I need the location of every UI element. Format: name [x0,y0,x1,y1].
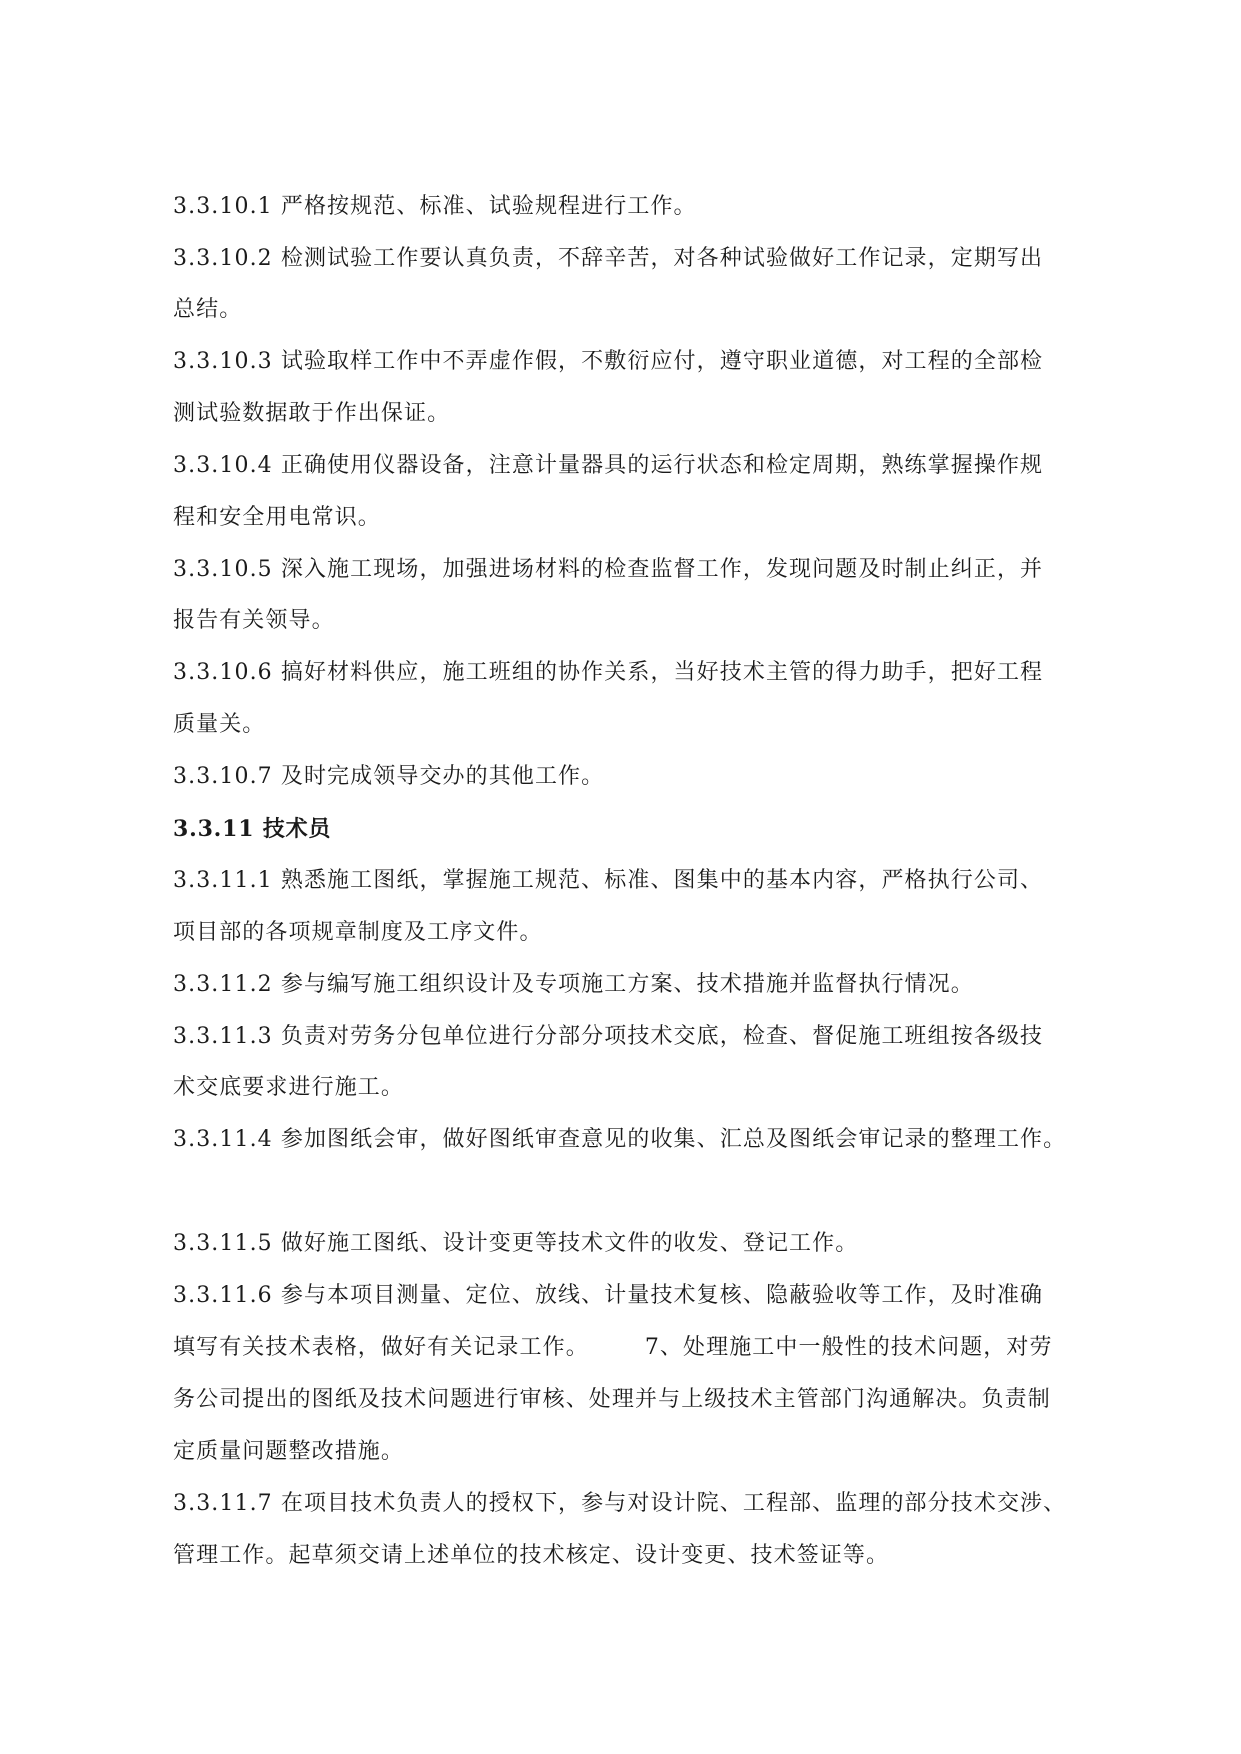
item-3-3-11-2: 3.3.11.2 参与编写施工组织设计及专项施工方案、技术措施并监督执行情况。 [173,972,974,997]
item-7-continued: 务公司提出的图纸及技术问题进行审核、处理并与上级技术主管部门沟通解决。负责制 [173,1387,1051,1412]
item-3-3-11-6-text: 填写有关技术表格，做好有关记录工作。 [173,1335,589,1360]
item-3-3-11-7: 3.3.11.7 在项目技术负责人的授权下，参与对设计院、工程部、监理的部分技术交涉、 [173,1491,1067,1516]
item-3-3-10-2-continued: 总结。 [173,297,243,322]
item-3-3-11-1-continued: 项目部的各项规章制度及工序文件。 [173,920,543,945]
item-3-3-11-5: 3.3.11.5 做好施工图纸、设计变更等技术文件的收发、登记工作。 [173,1231,859,1256]
item-3-3-10-3: 3.3.10.3 试验取样工作中不弄虚作假，不敷衍应付，遵守职业道德，对工程的全部检 [173,349,1044,374]
item-3-3-11-7-continued: 管理工作。起草须交请上述单位的技术核定、设计变更、技术签证等。 [173,1543,890,1568]
item-3-3-10-5: 3.3.10.5 深入施工现场，加强进场材料的检查监督工作，发现问题及时制止纠正，并 [173,557,1044,582]
item-3-3-10-4: 3.3.10.4 正确使用仪器设备，注意计量器具的运行状态和检定周期，熟练掌握操作规 [173,453,1044,478]
item-3-3-10-3-continued: 测试验数据敢于作出保证。 [173,401,451,426]
item-3-3-10-4-continued: 程和安全用电常识。 [173,505,381,530]
item-3-3-11-6-continued [173,1333,1053,1363]
item-3-3-10-1: 3.3.10.1 严格按规范、标准、试验规程进行工作。 [173,194,697,219]
item-3-3-10-6-continued: 质量关。 [173,712,266,737]
item-7-continued-2: 定质量问题整改措施。 [173,1439,405,1464]
item-7-text: 7、处理施工中一般性的技术问题，对劳 [644,1335,1053,1360]
item-3-3-10-5-continued: 报告有关领导。 [173,608,335,633]
item-3-3-11-3: 3.3.11.3 负责对劳务分包单位进行分部分项技术交底，检查、督促施工班组按各级技 [173,1024,1044,1049]
item-3-3-11-6: 3.3.11.6 参与本项目测量、定位、放线、计量技术复核、隐蔽验收等工作，及时准确 [173,1283,1044,1308]
item-3-3-10-7: 3.3.10.7 及时完成领导交办的其他工作。 [173,764,605,789]
section-heading-3-3-11: 3.3.11 技术员 [173,816,332,842]
item-3-3-11-4: 3.3.11.4 参加图纸会审，做好图纸审查意见的收集、汇总及图纸会审记录的整理工作。 [173,1127,1067,1152]
item-3-3-11-3-continued: 术交底要求进行施工。 [173,1075,405,1100]
item-3-3-11-1: 3.3.11.1 熟悉施工图纸，掌握施工规范、标准、图集中的基本内容，严格执行公司、 [173,868,1044,893]
item-3-3-10-2: 3.3.10.2 检测试验工作要认真负责，不辞辛苦，对各种试验做好工作记录，定期写出 [173,246,1044,271]
item-3-3-10-6: 3.3.10.6 搞好材料供应，施工班组的协作关系，当好技术主管的得力助手，把好工程 [173,660,1044,685]
